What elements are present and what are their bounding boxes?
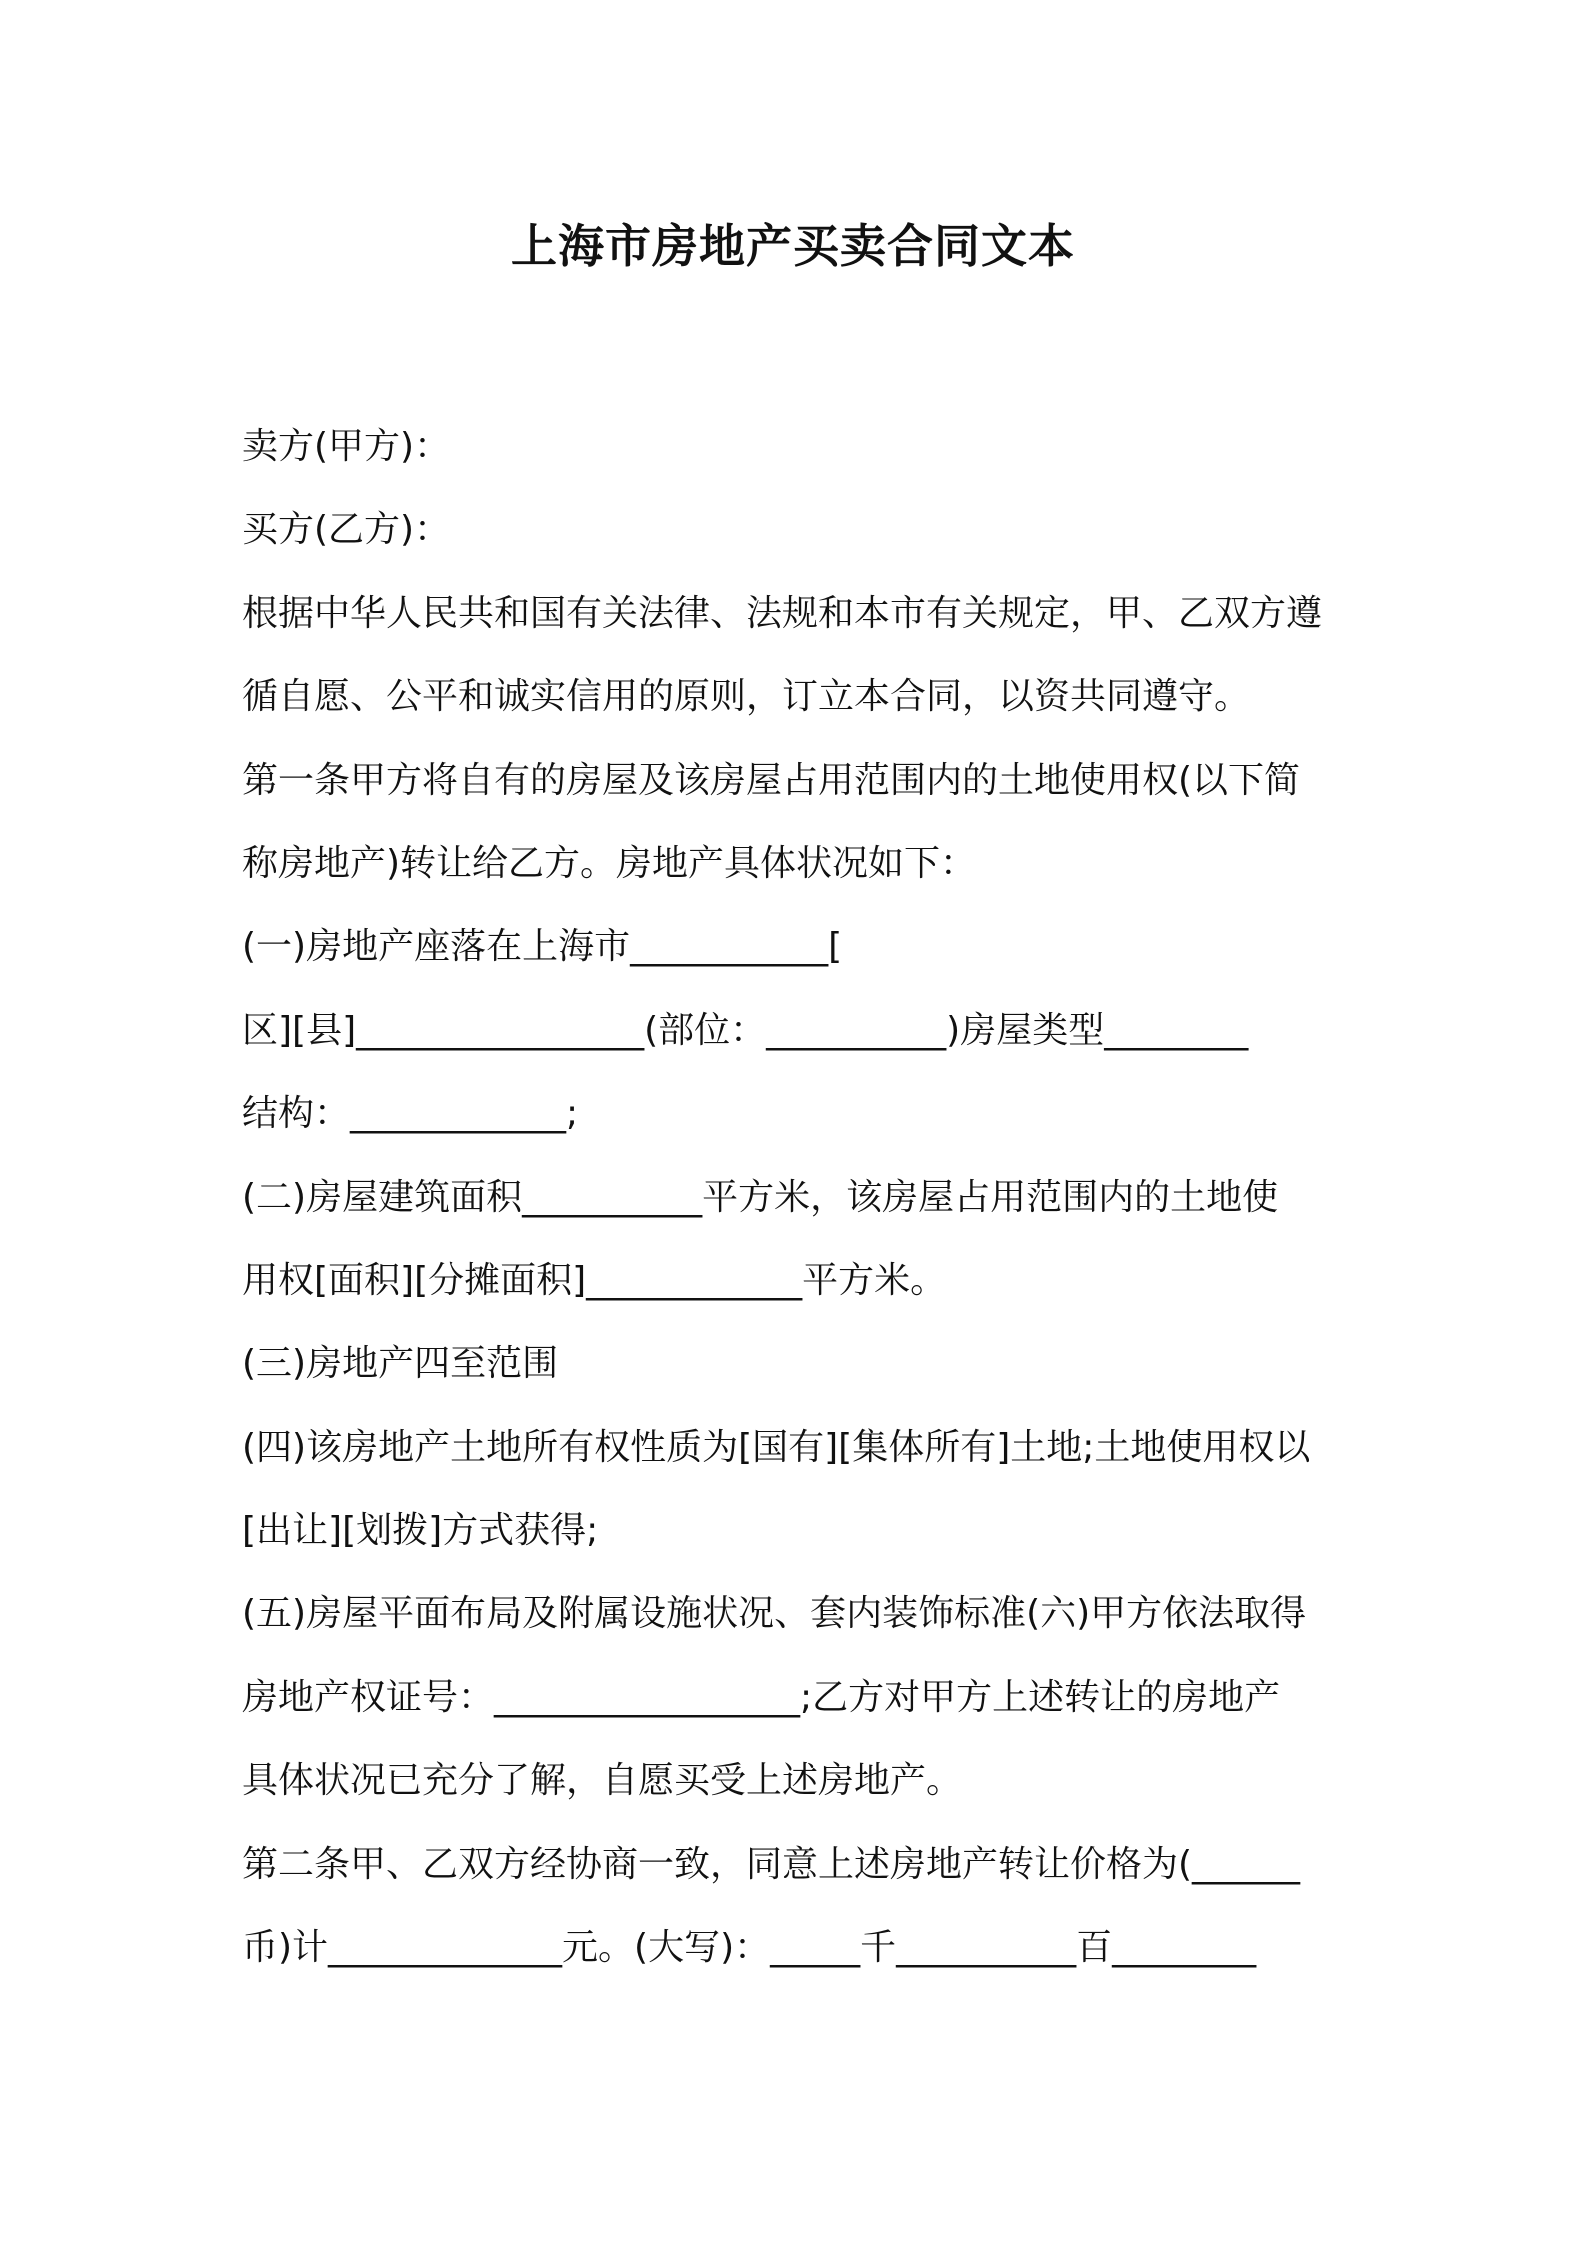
layout-line: (五)房屋平面布局及附属设施状况、套内装饰标准(六)甲方依法取得: [242, 1593, 1307, 1635]
acknowledgement-line: 具体状况已充分了解，自愿买受上述房地产。: [242, 1760, 963, 1802]
buyer-line: 买方(乙方)：: [242, 509, 451, 551]
article-1-line-2: 称房地产)转让给乙方。房地产具体状况如下：: [242, 842, 977, 884]
land-nature-line-1: (四)该房地产土地所有权性质为[国有][集体所有]土地;土地使用权以: [242, 1426, 1311, 1468]
area-line-1: (二)房屋建筑面积__________平方米，该房屋占用范围内的土地使: [242, 1176, 1279, 1218]
location-line-2: 区][县]________________(部位：__________)房屋类型________: [242, 1009, 1249, 1051]
article-2-line-2: 币)计_____________元。(大写)：_____千__________百________: [242, 1927, 1257, 1969]
article-1-line-1: 第一条甲方将自有的房屋及该房屋占用范围内的土地使用权(以下简: [242, 759, 1301, 801]
boundary-line: (三)房地产四至范围: [242, 1343, 559, 1385]
structure-line: 结构：____________;: [242, 1093, 579, 1135]
document-title: 上海市房地产买卖合同文本: [511, 219, 1075, 273]
preamble-line-2: 循自愿、公平和诚实信用的原则，订立本合同，以资共同遵守。: [242, 676, 1251, 718]
land-nature-line-2: [出让][划拨]方式获得;: [242, 1510, 599, 1552]
contract-body: [242, 405, 1362, 1989]
location-line-1: (一)房地产座落在上海市___________[: [242, 926, 843, 968]
area-line-2: 用权[面积][分摊面积]____________平方米。: [242, 1259, 947, 1301]
certificate-line: 房地产权证号：_________________;乙方对甲方上述转让的房地产: [242, 1676, 1281, 1718]
seller-line: 卖方(甲方)：: [242, 426, 451, 467]
preamble-line-1: 根据中华人民共和国有关法律、法规和本市有关规定，甲、乙双方遵: [242, 592, 1323, 634]
article-2-line-1: 第二条甲、乙双方经协商一致，同意上述房地产转让价格为(______: [242, 1843, 1301, 1885]
